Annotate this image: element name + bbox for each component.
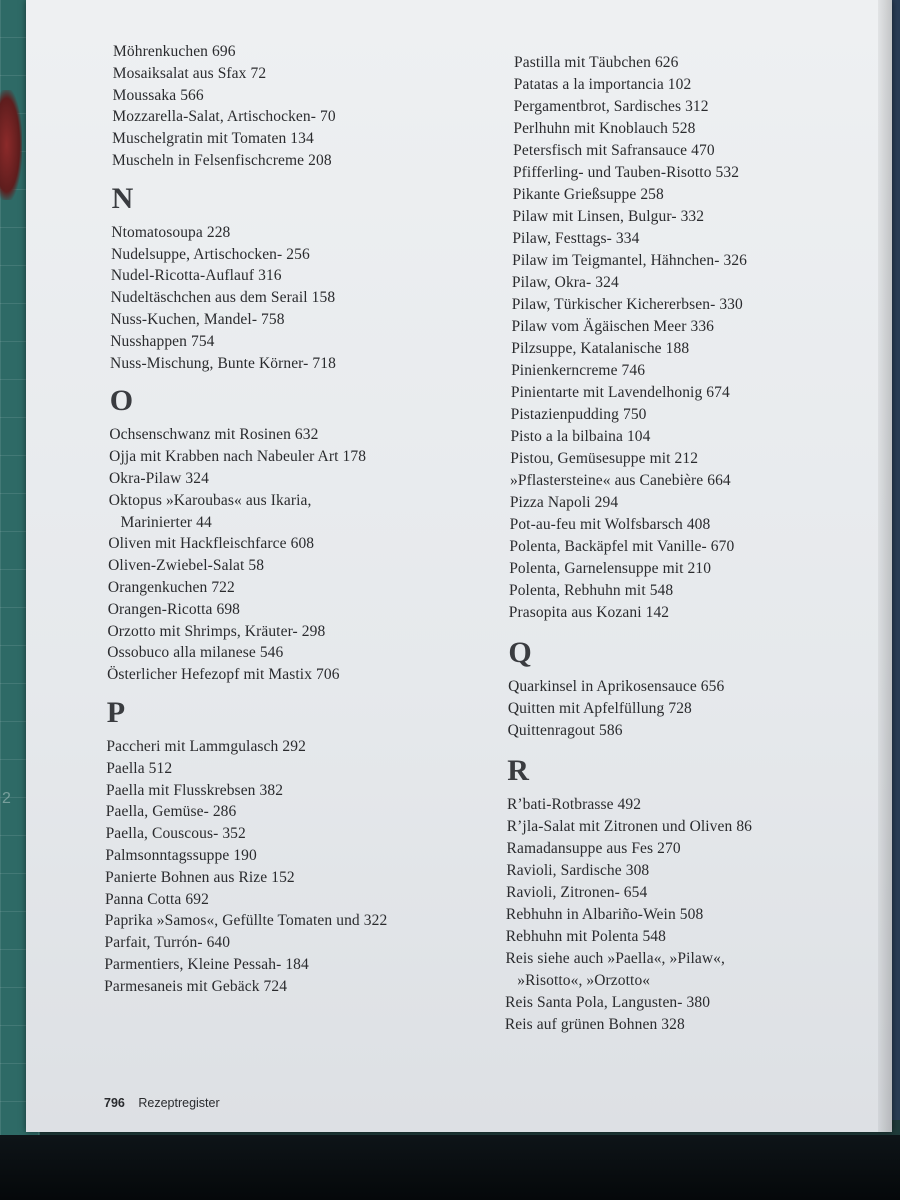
index-letter-heading: N <box>111 181 134 215</box>
index-entry: Nuss-Kuchen, Mandel- 758 <box>110 311 285 328</box>
index-entry: »Pflastersteine« aus Canebière 664 <box>510 472 731 489</box>
index-entry: Patatas a la importancia 102 <box>513 76 692 93</box>
index-entry: Orangen-Ricotta 698 <box>107 600 241 618</box>
index-entry: Reis Santa Pola, Langusten- 380 <box>505 994 711 1011</box>
index-entry: Oktopus »Karoubas« aus Ikaria, <box>108 491 312 509</box>
index-entry: Österlicher Hefezopf mit Mastix 706 <box>107 666 340 684</box>
index-entry: Pilzsuppe, Katalanische 188 <box>511 340 690 357</box>
index-entry: Parfait, Turrón- 640 <box>104 934 231 952</box>
index-entry: Mosaiksalat aus Sfax 72 <box>112 64 267 82</box>
index-entry: Pastilla mit Täubchen 626 <box>514 54 679 71</box>
index-entry: Pilaw vom Ägäischen Meer 336 <box>511 318 715 335</box>
index-entry: Pilaw mit Linsen, Bulgur- 332 <box>512 208 705 225</box>
index-entry: Orangenkuchen 722 <box>107 579 235 596</box>
index-entry: Pfifferling- und Tauben-Risotto 532 <box>512 164 740 181</box>
index-entry: Parmesaneis mit Gebäck 724 <box>104 977 288 995</box>
index-entry: Nudelsuppe, Artischocken- 256 <box>111 245 310 263</box>
index-entry: Paella mit Flusskrebsen 382 <box>105 781 284 799</box>
index-entry: Quitten mit Apfelfüllung 728 <box>507 700 692 717</box>
index-letter-heading: R <box>507 754 529 787</box>
index-entry: Pergamentbrot, Sardisches 312 <box>513 98 709 115</box>
index-entry: Polenta, Garnelensuppe mit 210 <box>509 560 712 577</box>
index-entry: Muscheln in Felsenfischcreme 208 <box>111 152 332 169</box>
red-object <box>0 90 22 200</box>
index-entry: Paella, Couscous- 352 <box>105 825 246 843</box>
index-entry: Pilaw, Festtags- 334 <box>512 230 640 247</box>
index-entry: Oliven-Zwiebel-Salat 58 <box>108 557 265 575</box>
index-entry: Pinienkerncreme 746 <box>511 362 646 379</box>
index-entry: Rebhuhn mit Polenta 548 <box>505 928 666 945</box>
index-entry: R’jla-Salat mit Zitronen und Oliven 86 <box>506 818 753 835</box>
page-footer <box>104 1096 220 1110</box>
index-letter-heading: O <box>109 384 134 418</box>
index-entry: Pikante Grießsuppe 258 <box>512 186 664 203</box>
index-entry: Paccheri mit Lammgulasch 292 <box>106 738 306 755</box>
mat-marking: 2 <box>2 790 11 807</box>
index-entry: Palmsonntagssuppe 190 <box>105 847 257 864</box>
index-entry: Pilaw, Türkischer Kichererbsen- 330 <box>511 296 743 313</box>
index-entry: Panierte Bohnen aus Rize 152 <box>105 868 295 886</box>
index-entry: Ochsenschwanz mit Rosinen 632 <box>109 426 319 444</box>
index-entry: Paella 512 <box>106 759 173 777</box>
index-entry: Ossobuco alla milanese 546 <box>107 644 284 662</box>
index-entry: Nuss-Mischung, Bunte Körner- 718 <box>110 354 336 372</box>
index-entry: Paprika »Samos«, Gefüllte Tomaten und 322 <box>104 912 388 930</box>
section-title: Rezeptregister <box>138 1096 220 1110</box>
index-entry: Pisto a la bilbaina 104 <box>510 428 651 445</box>
index-entry: Ojja mit Krabben nach Nabeuler Art 178 <box>109 448 367 466</box>
index-entry: Pistazienpudding 750 <box>510 406 647 423</box>
index-entry: Moussaka 566 <box>112 86 204 104</box>
index-entry: Pilaw, Okra- 324 <box>511 274 619 291</box>
index-entry: Ravioli, Zitronen- 654 <box>506 884 648 901</box>
index-entry: Möhrenkuchen 696 <box>113 43 236 60</box>
index-entry: Okra-Pilaw 324 <box>108 470 209 487</box>
index-entry: Ramadansuppe aus Fes 270 <box>506 840 681 857</box>
index-entry: Perlhuhn mit Knoblauch 528 <box>513 120 696 137</box>
index-entry: Pistou, Gemüsesuppe mit 212 <box>510 450 699 467</box>
index-entry: Quarkinsel in Aprikosensauce 656 <box>508 678 725 695</box>
index-entry: Polenta, Rebhuhn mit 548 <box>508 582 674 599</box>
book-page <box>26 0 892 1132</box>
index-entry: Orzotto mit Shrimps, Kräuter- 298 <box>107 622 326 640</box>
index-entry: Nudel-Ricotta-Auflauf 316 <box>110 267 282 285</box>
index-entry: Polenta, Backäpfel mit Vanille- 670 <box>509 538 735 555</box>
index-entry: Ntomatosoupa 228 <box>111 223 231 241</box>
index-letter-heading: Q <box>508 636 532 669</box>
table-background <box>0 1135 900 1200</box>
index-entry: R’bati-Rotbrasse 492 <box>506 796 642 813</box>
index-entry: Reis siehe auch »Paella«, »Pilaw«, <box>505 950 725 967</box>
index-entry: Prasopita aus Kozani 142 <box>508 604 670 621</box>
index-entry: Pilaw im Teigmantel, Hähnchen- 326 <box>512 252 748 269</box>
index-entry: Rebhuhn in Albariño-Wein 508 <box>505 906 704 923</box>
page-shadow <box>878 0 892 1132</box>
index-entry: Marinierter 44 <box>120 513 212 531</box>
index-entry: Nudeltäschchen aus dem Serail 158 <box>110 289 336 307</box>
page-number: 796 <box>104 1096 125 1110</box>
index-entry: Parmentiers, Kleine Pessah- 184 <box>104 956 309 973</box>
index-entry: Muschelgratin mit Tomaten 134 <box>112 130 314 148</box>
index-entry: »Risotto«, »Orzotto« <box>517 972 651 989</box>
index-entry: Paella, Gemüse- 286 <box>105 803 237 821</box>
index-entry: Pot-au-feu mit Wolfsbarsch 408 <box>509 516 711 533</box>
index-entry: Pizza Napoli 294 <box>509 494 619 511</box>
index-entry: Pinientarte mit Lavendelhonig 674 <box>510 384 730 401</box>
index-letter-heading: P <box>106 696 126 729</box>
index-entry: Oliven mit Hackfleischfarce 608 <box>108 535 315 553</box>
index-entry: Panna Cotta 692 <box>104 890 209 908</box>
index-entry: Mozzarella-Salat, Artischocken- 70 <box>112 108 336 126</box>
index-entry: Quittenragout 586 <box>507 722 623 739</box>
index-entry: Petersfisch mit Safransauce 470 <box>513 142 715 159</box>
index-entry: Ravioli, Sardische 308 <box>506 862 650 879</box>
index-entry: Reis auf grünen Bohnen 328 <box>504 1016 685 1033</box>
index-entry: Nusshappen 754 <box>110 332 215 350</box>
